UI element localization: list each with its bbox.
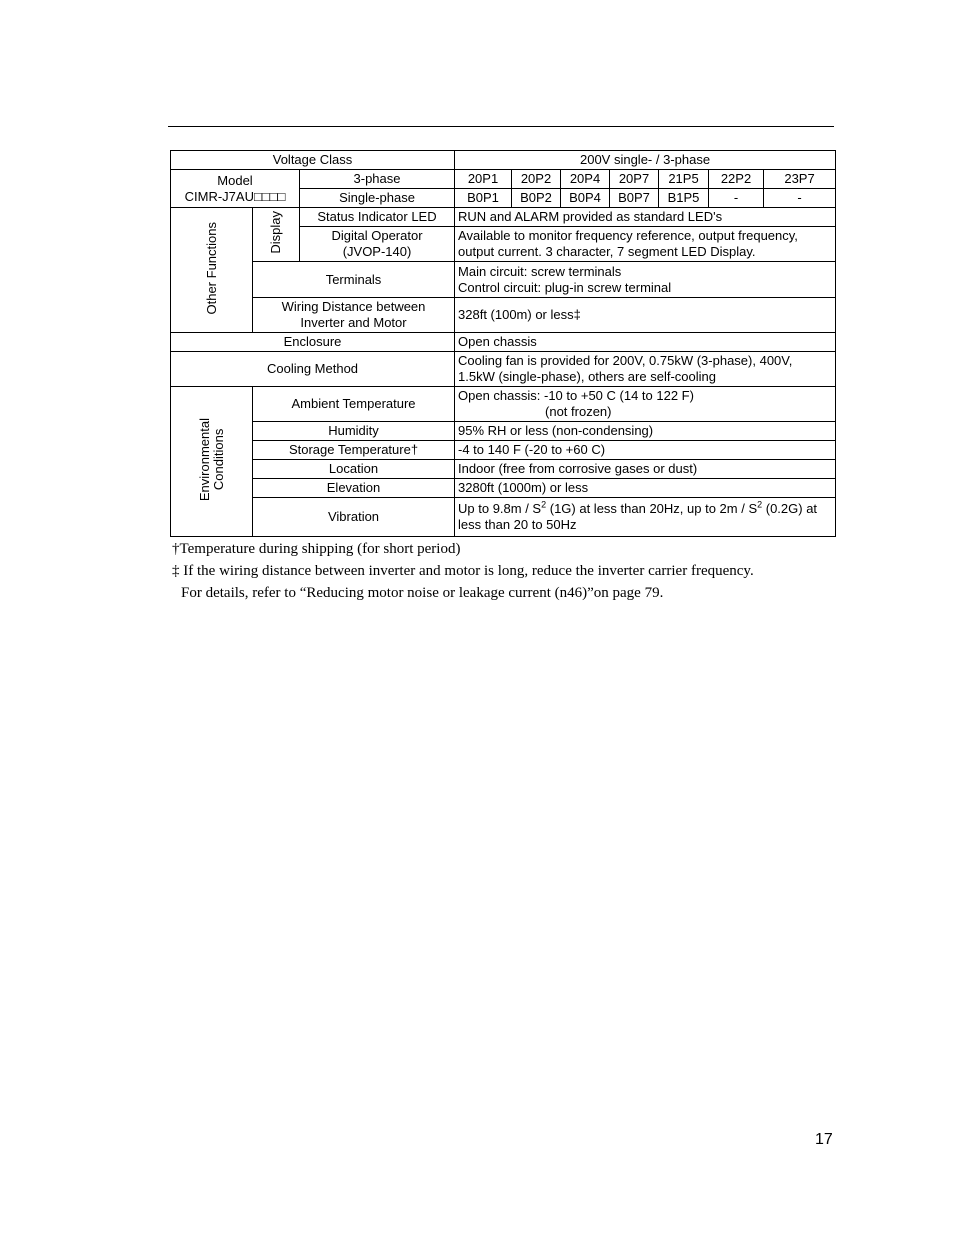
status-led-label: Status Indicator LED	[300, 208, 455, 227]
three-phase-label: 3-phase	[300, 170, 455, 189]
vibration-superscript: 2	[757, 499, 763, 510]
location-label: Location	[253, 460, 455, 479]
footnote-double-dagger-continued: For details, refer to “Reducing motor noise or leakage current (n46)”on page 79.	[181, 585, 664, 601]
wiring-distance-value: 328ft (100m) or less‡	[455, 298, 836, 333]
elevation-value: 3280ft (1000m) or less	[455, 479, 836, 498]
model-cell: 20P4	[561, 170, 610, 189]
environmental-conditions-text	[198, 418, 226, 501]
ambient-temperature-label: Ambient Temperature	[253, 387, 455, 422]
header-rule	[168, 126, 834, 127]
table-row	[171, 298, 836, 333]
cooling-value-line-1: Cooling fan is provided for 200V, 0.75kW (3-phase), 400V,	[458, 353, 793, 368]
storage-temperature-value: -4 to 140 F (-20 to +60 C)	[455, 441, 836, 460]
model-cell: -	[709, 189, 764, 208]
table-row	[171, 151, 836, 170]
voltage-class-value: 200V single- / 3-phase	[455, 151, 836, 170]
cooling-value-line-2: 1.5kW (single-phase), others are self-cooling	[458, 369, 716, 384]
table-row	[171, 498, 836, 537]
ambient-value-line-1: Open chassis: -10 to +50 C (14 to 122 F)	[458, 388, 694, 403]
humidity-label: Humidity	[253, 422, 455, 441]
other-functions-text: Other Functions	[203, 221, 219, 315]
table-row	[171, 333, 836, 352]
digital-operator-value-line-2: output current. 3 character, 7 segment LED Display.	[458, 244, 756, 259]
table-row	[171, 422, 836, 441]
vibration-text-d: less than 20 to 50Hz	[458, 517, 577, 532]
model-cell: 23P7	[764, 170, 836, 189]
single-phase-label: Single-phase	[300, 189, 455, 208]
model-cell: 21P5	[659, 170, 709, 189]
footnote-dagger: †Temperature during shipping (for short period)	[172, 541, 461, 557]
footnote-double-dagger: ‡ If the wiring distance between inverter and motor is long, reduce the inverter carrier frequency.	[172, 563, 754, 579]
cooling-method-label: Cooling Method	[171, 352, 455, 387]
wiring-label-line-2: Inverter and Motor	[300, 315, 407, 330]
model-cell: B0P2	[512, 189, 561, 208]
page-number: 17	[815, 1131, 833, 1148]
digital-operator-label-line-2: (JVOP-140)	[342, 244, 412, 259]
model-cell: B0P1	[455, 189, 512, 208]
model-cell: B1P5	[659, 189, 709, 208]
vibration-value	[455, 498, 836, 537]
model-cell: 20P7	[610, 170, 659, 189]
vibration-label: Vibration	[253, 498, 455, 537]
storage-temperature-label: Storage Temperature†	[253, 441, 455, 460]
table-row	[171, 387, 836, 422]
digital-operator-label-line-1: Digital Operator	[331, 228, 423, 243]
digital-operator-value-line-1: Available to monitor frequency reference, output frequency,	[458, 228, 798, 243]
other-functions-label	[171, 208, 253, 333]
env-label-line-2: Conditions	[210, 428, 226, 491]
status-led-value: RUN and ALARM provided as standard LED's	[455, 208, 836, 227]
footnotes	[172, 538, 852, 604]
display-label	[253, 208, 300, 262]
elevation-label: Elevation	[253, 479, 455, 498]
ambient-temperature-value	[455, 387, 836, 422]
env-label-line-1: Environmental	[196, 417, 212, 502]
table-row	[171, 352, 836, 387]
table-row	[171, 208, 836, 227]
table-row	[171, 262, 836, 298]
model-cell: 22P2	[709, 170, 764, 189]
humidity-value: 95% RH or less (non-condensing)	[455, 422, 836, 441]
vibration-text-a: Up to 9.8m / S	[458, 501, 542, 516]
table-row	[171, 170, 836, 189]
cooling-method-value	[455, 352, 836, 387]
terminals-label: Terminals	[253, 262, 455, 298]
enclosure-value: Open chassis	[455, 333, 836, 352]
vibration-text-b: (1G) at less than 20Hz, up to 2m / S	[546, 501, 758, 516]
model-cell: -	[764, 189, 836, 208]
wiring-distance-label	[253, 298, 455, 333]
model-label-line-2: CIMR-J7AU□□□□	[184, 188, 286, 204]
vibration-superscript: 2	[541, 499, 547, 510]
digital-operator-value	[455, 227, 836, 262]
terminals-value	[455, 262, 836, 298]
voltage-class-label: Voltage Class	[171, 151, 455, 170]
model-cell: 20P1	[455, 170, 512, 189]
model-cell: B0P7	[610, 189, 659, 208]
table-row	[171, 479, 836, 498]
model-label	[171, 170, 300, 208]
specifications-table	[170, 150, 836, 537]
enclosure-label: Enclosure	[171, 333, 455, 352]
display-text: Display	[268, 211, 283, 254]
model-cell: 20P2	[512, 170, 561, 189]
location-value: Indoor (free from corrosive gases or dust)	[455, 460, 836, 479]
ambient-value-line-2: (not frozen)	[545, 404, 612, 419]
model-label-line-1: Model	[217, 172, 253, 188]
model-cell: B0P4	[561, 189, 610, 208]
terminals-value-line-1: Main circuit: screw terminals	[458, 263, 622, 279]
digital-operator-label	[300, 227, 455, 262]
table-row	[171, 460, 836, 479]
wiring-label-line-1: Wiring Distance between	[281, 299, 426, 314]
environmental-conditions-label	[171, 387, 253, 537]
terminals-value-line-2: Control circuit: plug-in screw terminal	[458, 279, 672, 295]
table-row	[171, 441, 836, 460]
vibration-text-c: (0.2G) at	[762, 501, 818, 516]
